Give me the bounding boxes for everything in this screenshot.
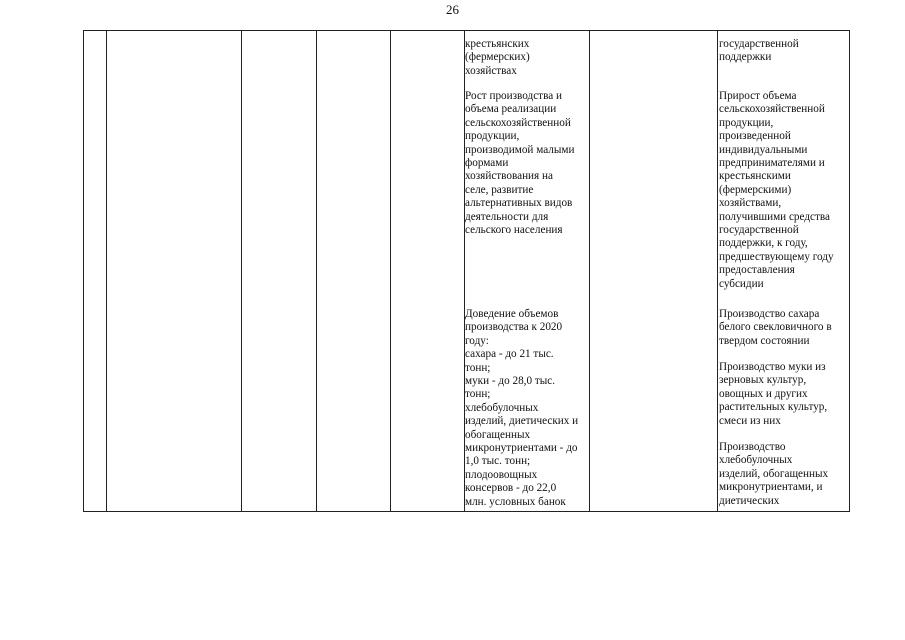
cell-text: Рост производства и объема реализации сельскохозяйственной продукции, производимой малыми формами хозяйствования на селе, развитие альтернативных видов деятельности для сельского населения <box>465 90 575 237</box>
cell-text: крестьянских (фермерских) хозяйствах <box>465 38 530 77</box>
cell-text: Производство сахара белого свекловичного в твердом состоянии <box>719 308 832 347</box>
column-divider <box>390 31 391 511</box>
cell-text: Производство хлебобулочных изделий, обогащенных микронутриентами, и диетических <box>719 441 829 507</box>
table <box>83 30 850 512</box>
cell-text: государственной поддержки <box>719 38 799 64</box>
column-divider <box>717 31 718 511</box>
column-divider <box>241 31 242 511</box>
cell-text: Доведение объемов производства к 2020 году: сахара - до 21 тыс. тонн; муки - до 28,0 тыс. тонн; хлебобулочных изделий, диетических и обогащенных микронутриентами - до 1,0 тыс. тонн; плодоовощных консервов - до 22,0 млн. условных банок <box>465 308 579 508</box>
column-divider <box>316 31 317 511</box>
cell-text: Производство муки из зерновых культур, овощных и других растительных культур, смеси из них <box>719 361 828 427</box>
cell-text: Прирост объема сельскохозяйственной продукции, произведенной индивидуальными предпринимателями и крестьянскими (фермерскими) хозяйствами, получившими средства государственной поддержки, к году, предшествующему году предоставления субсидии <box>719 90 834 290</box>
page-number: 26 <box>446 2 459 17</box>
column-divider <box>106 31 107 511</box>
